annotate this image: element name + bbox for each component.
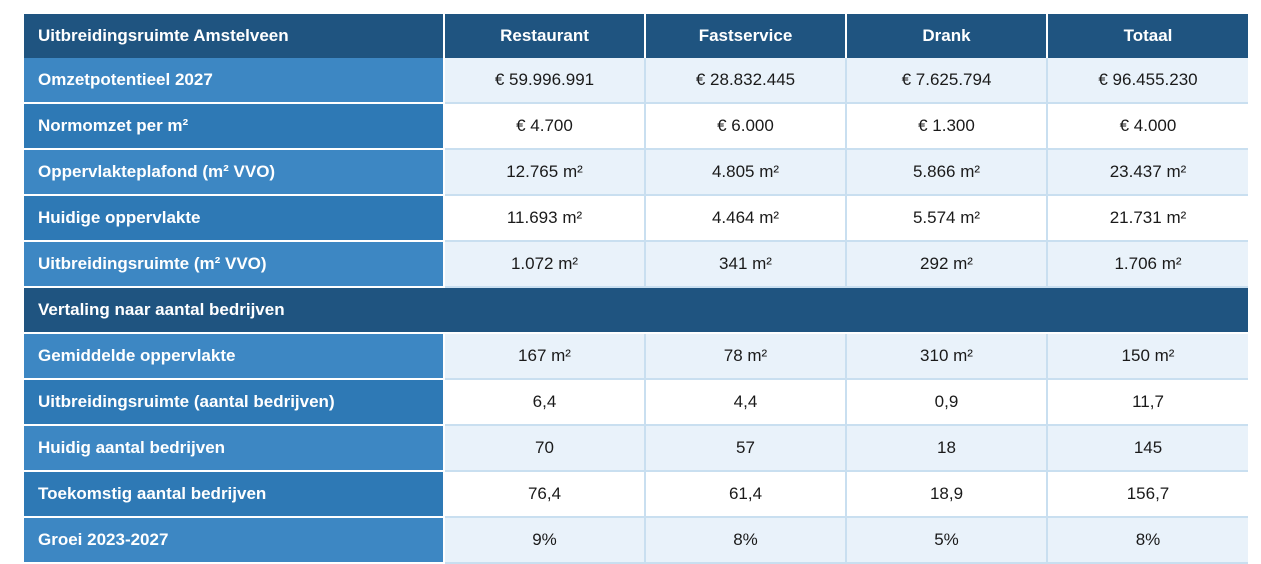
cell-omzetpotentieel-restaurant: € 59.996.991: [444, 58, 645, 103]
table-body: [24, 58, 1248, 563]
expansion-space-table-container: [24, 14, 1248, 564]
cell-normomzet-totaal: € 4.000: [1047, 103, 1248, 149]
cell-groei-restaurant: 9%: [444, 517, 645, 563]
table-row: [24, 517, 1248, 563]
row-label-uitbreidingsruimte-bedrijven: Uitbreidingsruimte (aantal bedrijven): [24, 379, 444, 425]
table-row: [24, 241, 1248, 287]
cell-groei-drank: 5%: [846, 517, 1047, 563]
table-row: [24, 333, 1248, 379]
cell-gemiddelde-oppervlakte-drank: 310 m²: [846, 333, 1047, 379]
cell-toekomstig-aantal-bedrijven-totaal: 156,7: [1047, 471, 1248, 517]
cell-huidige-oppervlakte-drank: 5.574 m²: [846, 195, 1047, 241]
row-label-huidige-oppervlakte: Huidige oppervlakte: [24, 195, 444, 241]
row-label-groei: Groei 2023-2027: [24, 517, 444, 563]
cell-uitbreidingsruimte-bedrijven-drank: 0,9: [846, 379, 1047, 425]
cell-uitbreidingsruimte-bedrijven-fastservice: 4,4: [645, 379, 846, 425]
row-label-toekomstig-aantal-bedrijven: Toekomstig aantal bedrijven: [24, 471, 444, 517]
table-header-row: [24, 14, 1248, 58]
cell-omzetpotentieel-fastservice: € 28.832.445: [645, 58, 846, 103]
section-title-vertaling: Vertaling naar aantal bedrijven: [24, 287, 1248, 333]
cell-uitbreidingsruimte-m2-restaurant: 1.072 m²: [444, 241, 645, 287]
cell-gemiddelde-oppervlakte-restaurant: 167 m²: [444, 333, 645, 379]
cell-normomzet-restaurant: € 4.700: [444, 103, 645, 149]
cell-gemiddelde-oppervlakte-fastservice: 78 m²: [645, 333, 846, 379]
section-header-row: [24, 287, 1248, 333]
table-row: [24, 379, 1248, 425]
cell-huidige-oppervlakte-totaal: 21.731 m²: [1047, 195, 1248, 241]
cell-uitbreidingsruimte-m2-drank: 292 m²: [846, 241, 1047, 287]
row-label-uitbreidingsruimte-m2: Uitbreidingsruimte (m² VVO): [24, 241, 444, 287]
cell-toekomstig-aantal-bedrijven-fastservice: 61,4: [645, 471, 846, 517]
row-label-gemiddelde-oppervlakte: Gemiddelde oppervlakte: [24, 333, 444, 379]
cell-huidig-aantal-bedrijven-fastservice: 57: [645, 425, 846, 471]
cell-groei-fastservice: 8%: [645, 517, 846, 563]
cell-uitbreidingsruimte-bedrijven-restaurant: 6,4: [444, 379, 645, 425]
cell-huidig-aantal-bedrijven-drank: 18: [846, 425, 1047, 471]
table-row: [24, 425, 1248, 471]
cell-huidige-oppervlakte-restaurant: 11.693 m²: [444, 195, 645, 241]
column-header-fastservice: Fastservice: [645, 14, 846, 58]
cell-huidige-oppervlakte-fastservice: 4.464 m²: [645, 195, 846, 241]
cell-huidig-aantal-bedrijven-restaurant: 70: [444, 425, 645, 471]
cell-gemiddelde-oppervlakte-totaal: 150 m²: [1047, 333, 1248, 379]
column-header-totaal: Totaal: [1047, 14, 1248, 58]
table-header: [24, 14, 1248, 58]
table-row: [24, 58, 1248, 103]
row-label-huidig-aantal-bedrijven: Huidig aantal bedrijven: [24, 425, 444, 471]
table-row: [24, 471, 1248, 517]
cell-uitbreidingsruimte-m2-fastservice: 341 m²: [645, 241, 846, 287]
row-label-normomzet: Normomzet per m²: [24, 103, 444, 149]
cell-toekomstig-aantal-bedrijven-drank: 18,9: [846, 471, 1047, 517]
cell-uitbreidingsruimte-bedrijven-totaal: 11,7: [1047, 379, 1248, 425]
cell-huidig-aantal-bedrijven-totaal: 145: [1047, 425, 1248, 471]
cell-omzetpotentieel-drank: € 7.625.794: [846, 58, 1047, 103]
cell-oppervlakteplafond-restaurant: 12.765 m²: [444, 149, 645, 195]
table-row: [24, 103, 1248, 149]
cell-toekomstig-aantal-bedrijven-restaurant: 76,4: [444, 471, 645, 517]
table-row: [24, 149, 1248, 195]
column-header-restaurant: Restaurant: [444, 14, 645, 58]
cell-groei-totaal: 8%: [1047, 517, 1248, 563]
cell-oppervlakteplafond-totaal: 23.437 m²: [1047, 149, 1248, 195]
expansion-space-table: [24, 14, 1248, 564]
cell-oppervlakteplafond-drank: 5.866 m²: [846, 149, 1047, 195]
table-title-cell: Uitbreidingsruimte Amstelveen: [24, 14, 444, 58]
cell-omzetpotentieel-totaal: € 96.455.230: [1047, 58, 1248, 103]
row-label-oppervlakteplafond: Oppervlakteplafond (m² VVO): [24, 149, 444, 195]
cell-normomzet-fastservice: € 6.000: [645, 103, 846, 149]
cell-normomzet-drank: € 1.300: [846, 103, 1047, 149]
cell-oppervlakteplafond-fastservice: 4.805 m²: [645, 149, 846, 195]
row-label-omzetpotentieel: Omzetpotentieel 2027: [24, 58, 444, 103]
column-header-drank: Drank: [846, 14, 1047, 58]
table-row: [24, 195, 1248, 241]
cell-uitbreidingsruimte-m2-totaal: 1.706 m²: [1047, 241, 1248, 287]
